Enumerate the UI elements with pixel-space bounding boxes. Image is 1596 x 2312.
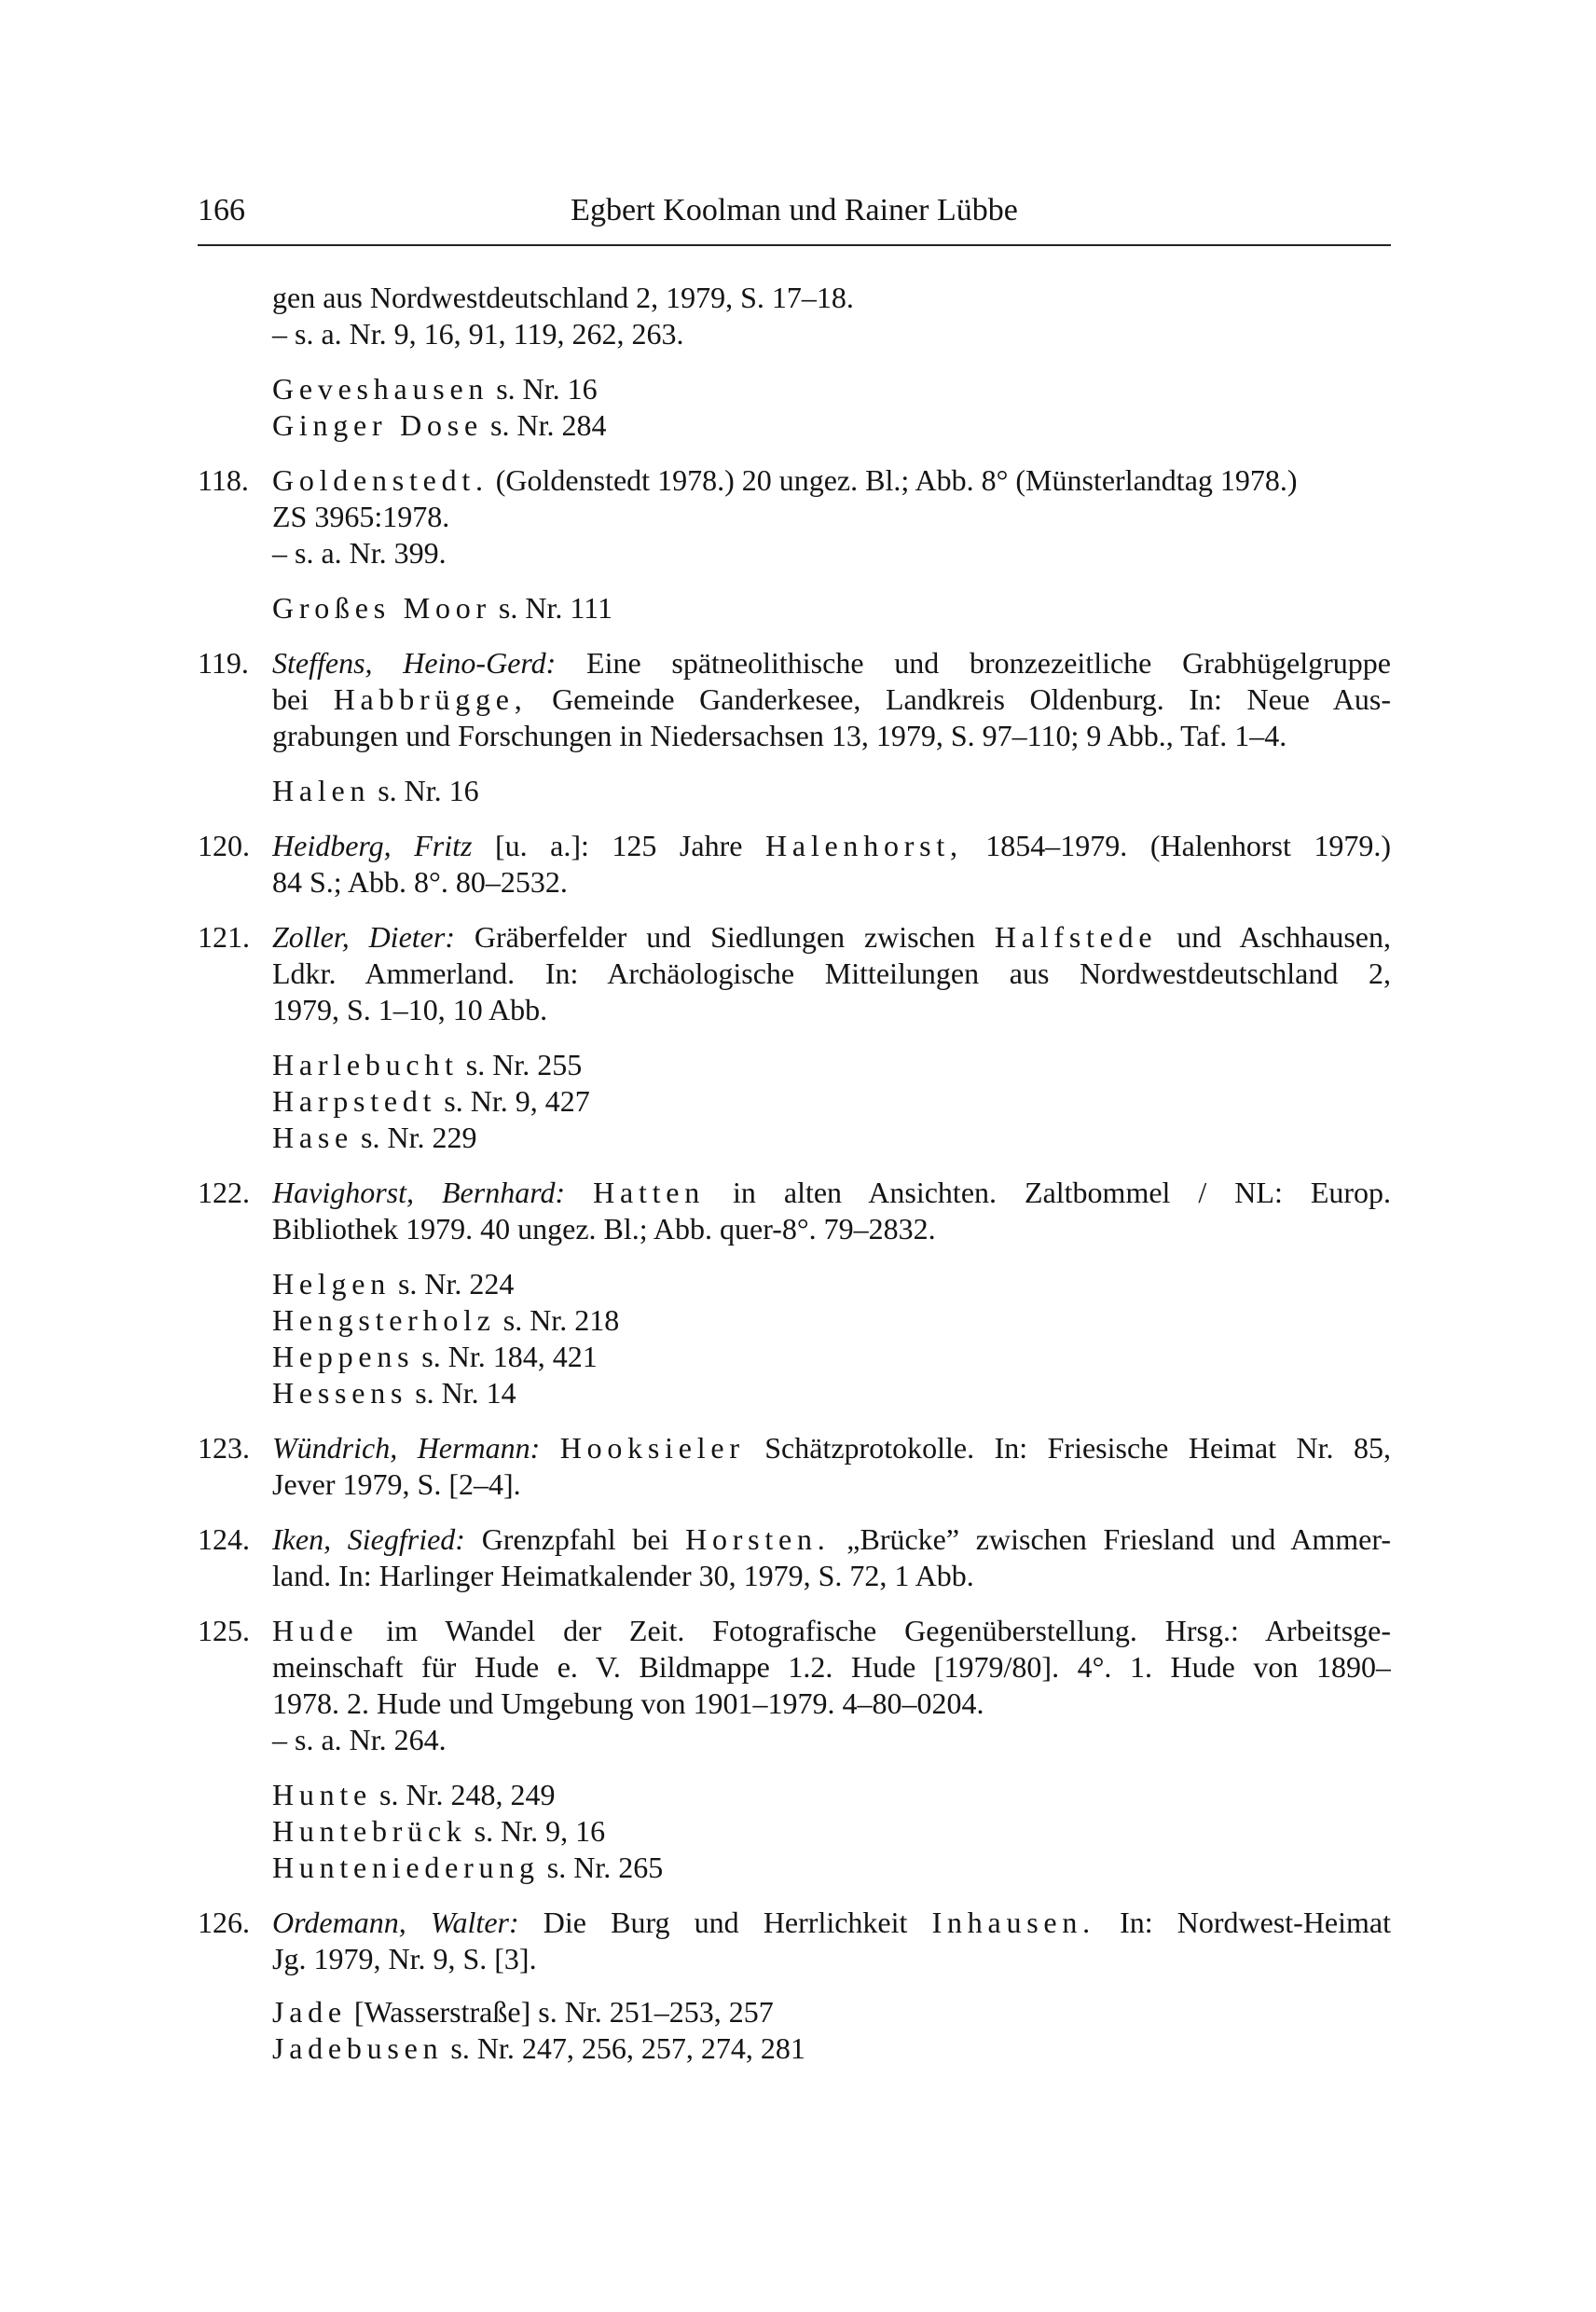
place-term: Harlebucht xyxy=(272,1048,459,1081)
entry-124 xyxy=(198,1521,1391,1594)
entry-number: 123. xyxy=(198,1431,250,1465)
entry-text-line: – s. a. Nr. 264. xyxy=(272,1723,447,1756)
entry-text-line xyxy=(272,1649,1391,1686)
reference-numbers: s. Nr. 284 xyxy=(490,408,607,442)
entry-continuation xyxy=(198,280,1391,352)
reference-numbers: s. Nr. 111 xyxy=(498,591,612,625)
reference-numbers: s. Nr. 229 xyxy=(361,1121,477,1154)
entry-text-line xyxy=(272,462,1391,499)
place-term: Horsten. xyxy=(685,1522,831,1556)
header-rule xyxy=(198,244,1391,246)
entry-number: 126. xyxy=(198,1906,250,1939)
entry-125 xyxy=(198,1613,1391,1758)
place-term: Hase xyxy=(272,1121,354,1154)
entry-119 xyxy=(198,645,1391,754)
entry-text-line: – s. a. Nr. 399. xyxy=(272,536,447,570)
entry-text: Die Burg und Herrlichkeit xyxy=(543,1906,908,1939)
entry-text: Gemeinde Ganderkesee, Landkreis Oldenburg. In: Neue Aus- xyxy=(552,682,1391,716)
cross-reference xyxy=(272,1994,1391,2030)
cross-reference xyxy=(272,1339,1391,1375)
cross-reference-group xyxy=(198,590,1391,626)
cross-reference-group xyxy=(198,371,1391,444)
place-term: Jade xyxy=(272,1995,347,2029)
entry-text-line: gen aus Nordwestdeutschland 2, 1979, S. 17–18. xyxy=(272,281,854,314)
place-term: Inhausen. xyxy=(931,1906,1095,1939)
entry-number: 119. xyxy=(198,646,249,680)
entry-number: 121. xyxy=(198,920,250,954)
place-term: Jadebusen xyxy=(272,2031,444,2065)
entry-text: [u. a.]: 125 Jahre xyxy=(494,829,743,862)
cross-reference xyxy=(272,1266,1391,1302)
cross-reference xyxy=(272,371,1391,407)
entry-text-line xyxy=(272,1175,1391,1211)
entry-text-line: 1978. 2. Hude und Umgebung von 1901–1979. 4–80–0204. xyxy=(272,1686,984,1720)
cross-reference-group xyxy=(198,773,1391,809)
place-term: Hunte xyxy=(272,1778,373,1811)
place-term: Hengsterholz xyxy=(272,1303,496,1337)
running-head-title: Egbert Koolman und Rainer Lübbe xyxy=(571,193,1018,227)
reference-numbers: s. Nr. 16 xyxy=(378,774,479,807)
entry-number: 122. xyxy=(198,1176,250,1209)
reference-numbers: s. Nr. 218 xyxy=(502,1303,620,1337)
reference-numbers: s. Nr. 184, 421 xyxy=(421,1340,598,1373)
place-term: Halfstede xyxy=(994,920,1158,954)
reference-numbers: s. Nr. 14 xyxy=(415,1376,516,1410)
entry-text-line: land. In: Harlinger Heimatkalender 30, 1979, S. 72, 1 Abb. xyxy=(272,1559,974,1592)
entry-126 xyxy=(198,1905,1391,1977)
entry-text-line xyxy=(272,1521,1391,1558)
cross-reference xyxy=(272,407,1391,444)
reference-numbers: s. Nr. 248, 249 xyxy=(379,1778,556,1811)
entry-text-line xyxy=(272,1905,1391,1941)
place-term: Hooksieler xyxy=(559,1431,745,1465)
place-term: Huntebrück xyxy=(272,1814,467,1848)
place-term: Ginger Dose xyxy=(272,408,483,442)
entry-text-line: 84 S.; Abb. 8°. 80–2532. xyxy=(272,865,568,899)
entry-text: bei xyxy=(272,682,310,716)
entry-text-line xyxy=(272,1430,1391,1466)
entry-text-line: Bibliothek 1979. 40 ungez. Bl.; Abb. quer-8°. 79–2832. xyxy=(272,1212,936,1245)
entry-text-line xyxy=(272,681,1391,718)
place-term: Geveshausen xyxy=(272,372,489,406)
reference-numbers: s. Nr. 224 xyxy=(397,1267,515,1300)
author-name: Wündrich, Hermann: xyxy=(272,1431,541,1465)
cross-reference xyxy=(272,1302,1391,1339)
entry-text: Gräberfelder und Siedlungen zwischen xyxy=(474,920,976,954)
place-term: Habbrügge, xyxy=(333,682,528,716)
entry-text-line: 1979, S. 1–10, 10 Abb. xyxy=(272,993,548,1026)
entry-text-line xyxy=(272,645,1391,681)
reference-numbers: s. Nr. 9, 16 xyxy=(474,1814,606,1848)
entry-120 xyxy=(198,828,1391,901)
author-name: Zoller, Dieter: xyxy=(272,920,455,954)
entry-text-line: ZS 3965:1978. xyxy=(272,500,450,533)
entry-text-line: Jg. 1979, Nr. 9, S. [3]. xyxy=(272,1942,537,1975)
entry-121 xyxy=(198,919,1391,1028)
entry-number: 124. xyxy=(198,1522,250,1556)
entry-123 xyxy=(198,1430,1391,1503)
place-term: Halen xyxy=(272,774,371,807)
entry-text: Schätzprotokolle. In: Friesische Heimat Nr. 85, xyxy=(764,1431,1391,1465)
entry-text: im Wandel der Zeit. Fotografische Gegenüberstellung. Hrsg.: Arbeitsge- xyxy=(386,1614,1391,1647)
entry-text: in alten Ansichten. Zaltbommel / NL: Europ. xyxy=(732,1176,1391,1209)
entry-text: „Brücke” zwischen Friesland und Ammer- xyxy=(846,1522,1391,1556)
author-name: Heidberg, Fritz xyxy=(272,829,473,862)
entry-text: Grenzpfahl bei xyxy=(481,1522,669,1556)
entry-text-line xyxy=(272,828,1391,864)
entry-text-line xyxy=(272,956,1391,992)
reference-numbers: s. Nr. 247, 256, 257, 274, 281 xyxy=(450,2031,805,2065)
reference-numbers: [Wasserstraße] s. Nr. 251–253, 257 xyxy=(353,1995,774,2029)
bibliography-body xyxy=(198,280,1391,2067)
reference-numbers: s. Nr. 255 xyxy=(465,1048,583,1081)
cross-reference xyxy=(272,590,1391,626)
entry-text: Eine spätneolithische und bronzezeitliche Grabhügelgruppe xyxy=(586,646,1391,680)
entry-number: 120. xyxy=(198,829,250,862)
entry-122 xyxy=(198,1175,1391,1247)
running-head xyxy=(198,192,1391,235)
author-name: Havighorst, Bernhard: xyxy=(272,1176,566,1209)
entry-text: In: Nordwest-Heimat xyxy=(1120,1906,1391,1939)
cross-reference xyxy=(272,2030,1391,2067)
place-term: Hunteniederung xyxy=(272,1851,540,1884)
cross-reference xyxy=(272,1850,1391,1886)
entry-118 xyxy=(198,462,1391,571)
place-term: Hatten xyxy=(593,1176,705,1209)
author-name: Iken, Siegfried: xyxy=(272,1522,465,1556)
entry-number: 118. xyxy=(198,463,249,497)
entry-text-line xyxy=(272,919,1391,956)
cross-reference xyxy=(272,1777,1391,1813)
cross-reference xyxy=(272,1813,1391,1850)
reference-numbers: s. Nr. 265 xyxy=(546,1851,664,1884)
cross-reference xyxy=(272,1120,1391,1156)
entry-text: Ldkr. Ammerland. In: Archäologische Mitteilungen aus Nordwestdeutschland 2, xyxy=(272,956,1391,990)
entry-text-line xyxy=(272,1613,1391,1649)
place-term: Goldenstedt. xyxy=(272,463,488,497)
cross-reference-group xyxy=(198,1047,1391,1156)
place-term: Großes Moor xyxy=(272,591,491,625)
reference-numbers: s. Nr. 9, 427 xyxy=(444,1084,590,1118)
entry-text: (Goldenstedt 1978.) 20 ungez. Bl.; Abb. 8° (Münsterlandtag 1978.) xyxy=(495,463,1298,497)
cross-reference-group xyxy=(198,1994,1391,2067)
place-term: Hude xyxy=(272,1614,359,1647)
page-number: 166 xyxy=(198,193,245,227)
entry-text-line: Jever 1979, S. [2–4]. xyxy=(272,1467,521,1501)
entry-text-line: – s. a. Nr. 9, 16, 91, 119, 262, 263. xyxy=(272,317,684,351)
cross-reference xyxy=(272,773,1391,809)
place-term: Harpstedt xyxy=(272,1084,437,1118)
cross-reference xyxy=(272,1083,1391,1120)
reference-numbers: s. Nr. 16 xyxy=(496,372,598,406)
cross-reference xyxy=(272,1375,1391,1411)
entry-number: 125. xyxy=(198,1614,250,1647)
author-name: Ordemann, Walter: xyxy=(272,1906,519,1939)
place-term: Halenhorst, xyxy=(764,829,963,862)
place-term: Heppens xyxy=(272,1340,415,1373)
entry-text: und Aschhausen, xyxy=(1176,920,1391,954)
entry-text: 1854–1979. (Halenhorst 1979.) xyxy=(985,829,1391,862)
entry-text: meinschaft für Hude e. V. Bildmappe 1.2. Hude [1979/80]. 4°. 1. Hude von 1890– xyxy=(272,1650,1391,1684)
cross-reference-group xyxy=(198,1777,1391,1886)
place-term: Hessens xyxy=(272,1376,408,1410)
entry-text-line: grabungen und Forschungen in Niedersachsen 13, 1979, S. 97–110; 9 Abb., Taf. 1–4. xyxy=(272,719,1287,752)
place-term: Helgen xyxy=(272,1267,391,1300)
cross-reference xyxy=(272,1047,1391,1083)
cross-reference-group xyxy=(198,1266,1391,1411)
author-name: Steffens, Heino-Gerd: xyxy=(272,646,557,680)
